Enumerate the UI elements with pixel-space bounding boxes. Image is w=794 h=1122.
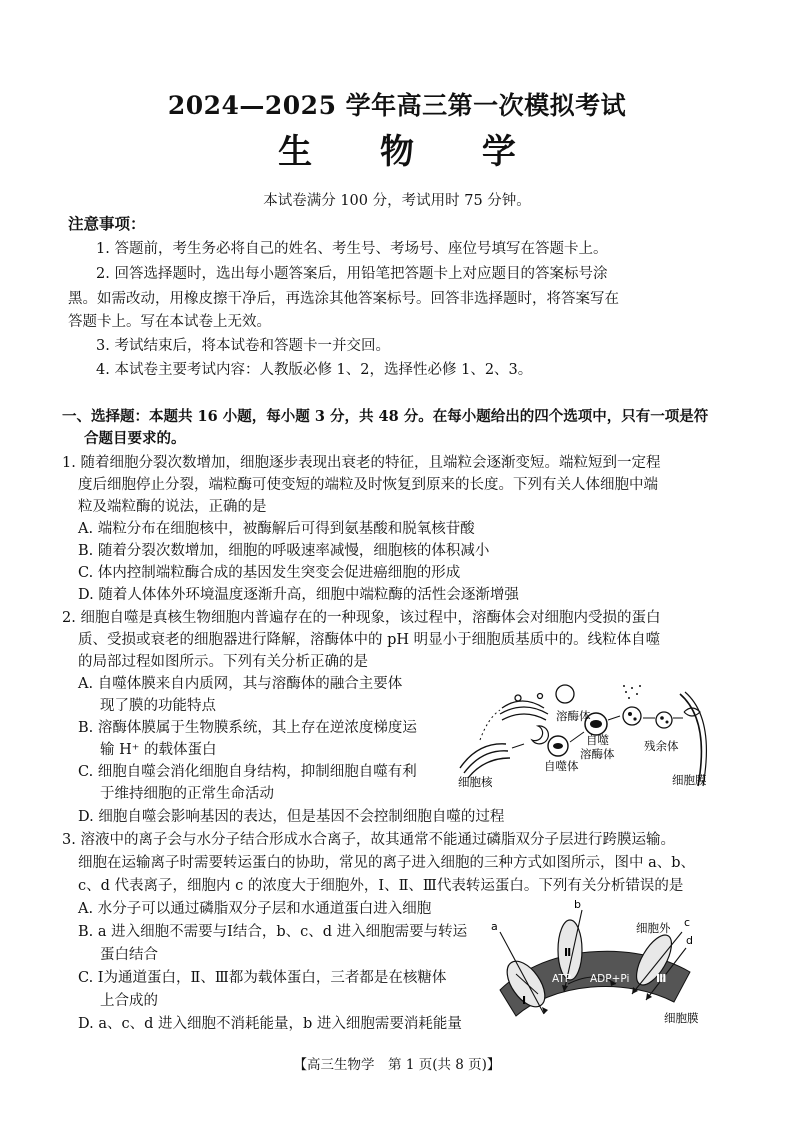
golgi-icon (500, 694, 548, 721)
autolysosome-label: 自噬 (586, 733, 609, 747)
q3-option-b: B. a 进入细胞不需要与Ⅰ结合，b、c、d 进入细胞需要与转运 (78, 924, 468, 940)
q2-option-c-cont: 于维持细胞的正常生命活动 (100, 786, 274, 802)
page-footer: 【高三生物学 第 1 页(共 8 页)】 (293, 1057, 501, 1073)
q1-option-d: D. 随着人体体外环境温度逐渐升高，细胞中端粒酶的活性会逐渐增强 (78, 587, 519, 603)
note-item: 1. 答题前，考生务必将自己的姓名、考生号、考场号、座位号填写在答题卡上。 (96, 241, 608, 257)
exam-title: 2024—2025 学年高三第一次模拟考试 (167, 91, 627, 120)
q2-stem: 2. 细胞自噬是真核生物细胞内普遍存在的一种现象，该过程中，溶酶体会对细胞内受损的蛋白 (62, 610, 661, 626)
q1-stem: 1. 随着细胞分裂次数增加，细胞逐步表现出衰老的特征，且端粒会逐渐变短。端粒短到一定程 (62, 455, 661, 471)
membrane-label: 细胞膜 (664, 1011, 699, 1025)
protein-ii-label: Ⅱ (564, 946, 572, 959)
notes-heading: 注意事项： (68, 214, 146, 233)
section-heading: 一、选择题：本题共 16 小题，每小题 3 分，共 48 分。在每小题给出的四个选项中，只有一项是符 (62, 408, 709, 425)
q2-option-a: A. 自噬体膜来自内质网，其与溶酶体的融合主要体 (78, 676, 403, 692)
membrane-label: 细胞膜 (672, 773, 707, 787)
q3-option-d: D. a、c、d 进入细胞不消耗能量，b 进入细胞需要消耗能量 (78, 1016, 462, 1032)
exam-info: 本试卷满分 100 分，考试用时 75 分钟。 (263, 193, 531, 209)
q2-option-b-cont: 输 H⁺ 的载体蛋白 (100, 742, 217, 758)
q2-option-b: B. 溶酶体膜属于生物膜系统，其上存在逆浓度梯度运 (78, 720, 417, 736)
note-item: 3. 考试结束后，将本试卷和答题卡一并交回。 (96, 338, 390, 354)
note-item: 答题卡上。写在本试卷上无效。 (68, 314, 271, 330)
subject-title: 生 物 学 (278, 132, 544, 172)
ion-transport-figure (486, 898, 726, 1028)
autophagosome-label: 自噬体 (544, 759, 579, 773)
residual-body-icon (656, 712, 672, 728)
nucleus-icon (460, 744, 510, 778)
autolysosome-label-2: 溶酶体 (580, 747, 615, 761)
q2-option-c: C. 细胞自噬会消化细胞自身结构，抑制细胞自噬有利 (78, 764, 417, 780)
section-heading-cont: 合题目要求的。 (84, 430, 186, 447)
q3-option-a: A. 水分子可以通过磷脂双分子层和水通道蛋白进入细胞 (78, 901, 432, 917)
ion-d-label: d (686, 934, 693, 947)
note-item: 2. 回答选择题时，选出每小题答案后，用铅笔把答题卡上对应题目的答案标号涂 (96, 266, 608, 282)
q3-stem: c、d 代表离子，细胞内 c 的浓度大于细胞外，Ⅰ、Ⅱ、Ⅲ代表转运蛋白。下列有关分析错误的是 (78, 878, 684, 894)
protein-iii-label: Ⅲ (656, 972, 667, 985)
protein-i-label: Ⅰ (522, 994, 527, 1007)
adp-label: ADP+Pi (590, 973, 630, 985)
q3-option-b-cont: 蛋白结合 (100, 947, 158, 963)
arrow-icon (512, 744, 524, 748)
atp-label: ATP (552, 973, 572, 985)
q1-stem: 度后细胞停止分裂，端粒酶可使变短的端粒及时恢复到原来的长度。下列有关人体细胞中端 (78, 477, 658, 493)
ion-b-label: b (574, 898, 581, 911)
arrow-icon (608, 716, 620, 720)
q3-stem: 3. 溶液中的离子会与水分子结合形成水合离子，故其通常不能通过磷脂双分子层进行跨膜运输。 (62, 832, 675, 848)
q3-option-c: C. Ⅰ为通道蛋白，Ⅱ、Ⅲ都为载体蛋白，三者都是在核糖体 (78, 970, 447, 986)
q2-stem: 质、受损或衰老的细胞器进行降解，溶酶体中的 pH 明显小于细胞质基质中的。线粒体自噬 (78, 632, 661, 648)
nucleus-label: 细胞核 (458, 775, 493, 789)
arrow-icon (480, 710, 500, 740)
q1-option-c: C. 体内控制端粒酶合成的基因发生突变会促进癌细胞的形成 (78, 565, 461, 581)
q2-stem: 的局部过程如图所示。下列有关分析正确的是 (78, 654, 368, 670)
outside-label: 细胞外 (636, 921, 671, 935)
released-molecules-icon (623, 685, 641, 699)
ion-a-label: a (491, 920, 498, 933)
note-item: 黑。如需改动，用橡皮擦干净后，再选涂其他答案标号。回答非选择题时，将答案写在 (68, 291, 619, 307)
lysosome-label: 溶酶体 (556, 709, 591, 723)
q3-option-c-cont: 上合成的 (100, 993, 158, 1009)
arrow-icon (570, 732, 584, 742)
q3-stem: 细胞在运输离子时需要转运蛋白的协助，常见的离子进入细胞的三种方式如图所示，图中 a、b、 (78, 855, 696, 871)
autophagy-figure (440, 668, 740, 790)
note-item: 4. 本试卷主要考试内容：人教版必修 1、2，选择性必修 1、2、3。 (96, 362, 533, 378)
phagophore-icon (532, 726, 548, 744)
digesting-vesicle-icon (623, 707, 641, 725)
lysosome-icon (556, 685, 574, 703)
q2-option-a-cont: 现了膜的功能特点 (100, 698, 216, 714)
q2-option-d: D. 细胞自噬会影响基因的表达，但是基因不会控制细胞自噬的过程 (78, 809, 505, 825)
q1-stem: 粒及端粒酶的说法，正确的是 (78, 499, 267, 515)
ion-c-label: c (684, 916, 691, 929)
q1-option-a: A. 端粒分布在细胞核中，被酶解后可得到氨基酸和脱氧核苷酸 (78, 521, 475, 537)
residual-body-label: 残余体 (644, 739, 679, 753)
q1-option-b: B. 随着分裂次数增加，细胞的呼吸速率减慢，细胞核的体积减小 (78, 543, 490, 559)
